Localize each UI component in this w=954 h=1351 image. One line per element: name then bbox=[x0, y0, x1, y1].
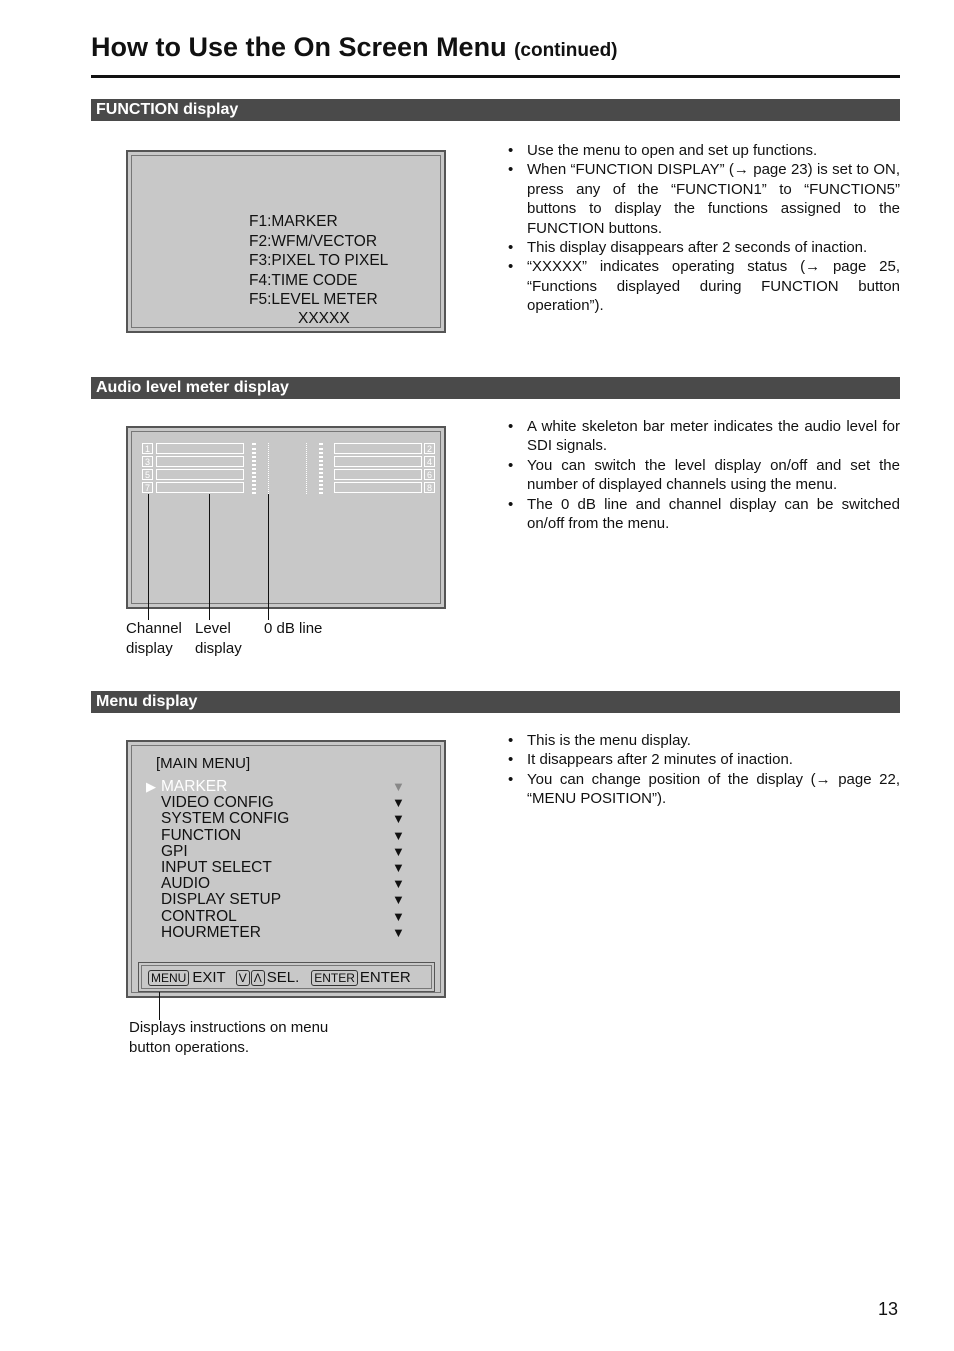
channel-number: 3 bbox=[142, 456, 153, 467]
level-meter-bar bbox=[156, 456, 244, 467]
channel-number: 8 bbox=[424, 482, 435, 493]
exit-label: EXIT bbox=[192, 969, 226, 986]
bullet-item: • You can change position of the display (→ page 22, “MENU POSITION”). bbox=[506, 770, 900, 809]
level-display-leader bbox=[209, 494, 210, 620]
up-key[interactable]: Λ bbox=[251, 970, 265, 986]
submenu-arrow-icon: ▼ bbox=[392, 827, 405, 843]
submenu-arrow-icon: ▼ bbox=[392, 876, 405, 892]
submenu-arrow-icon: ▼ bbox=[392, 892, 405, 908]
channel-number: 6 bbox=[424, 469, 435, 480]
level-meter-bar bbox=[156, 469, 244, 480]
caption-line: display bbox=[195, 639, 242, 657]
menu-item-input-select[interactable]: INPUT SELECT bbox=[161, 859, 272, 877]
function-line: F4:TIME CODE bbox=[249, 271, 358, 289]
channel-number: 7 bbox=[142, 482, 153, 493]
title-rule bbox=[91, 75, 900, 78]
submenu-arrow-icon: ▼ bbox=[392, 811, 405, 827]
submenu-arrow-icon: ▼ bbox=[392, 860, 405, 876]
bullet-item: • A white skeleton bar meter indicates the audio level for SDI signals. bbox=[506, 417, 900, 456]
bullet-item: • The 0 dB line and channel display can be switched on/off from the menu. bbox=[506, 495, 900, 534]
function-line: F3:PIXEL TO PIXEL bbox=[249, 252, 389, 269]
bullet-item: • “XXXXX” indicates operating status (→ page 25, “Functions displayed during FUNCTION button operation”). bbox=[506, 257, 900, 315]
main-menu-list bbox=[161, 779, 289, 941]
menu-item-function[interactable]: FUNCTION bbox=[161, 826, 242, 844]
enter-label: ENTER bbox=[359, 969, 411, 986]
zero-db-caption: 0 dB line bbox=[264, 620, 323, 637]
level-meter-bar bbox=[334, 469, 422, 480]
sel-label: SEL. bbox=[266, 969, 300, 986]
title-text: How to Use the On Screen Menu bbox=[91, 32, 507, 62]
menu-item-system-config[interactable]: SYSTEM CONFIG bbox=[161, 810, 290, 828]
key-guide-bar bbox=[138, 962, 435, 992]
key-guide bbox=[148, 969, 411, 986]
peak-marker bbox=[252, 443, 256, 494]
zero-db-line-right bbox=[306, 443, 308, 494]
menu-display-heading: Menu display bbox=[91, 691, 900, 713]
level-meter-bar bbox=[334, 482, 422, 493]
level-meter-bar bbox=[334, 456, 422, 467]
channel-number: 2 bbox=[424, 443, 435, 454]
audio-bullets bbox=[506, 417, 900, 533]
peak-marker-right bbox=[319, 443, 323, 494]
menu-item-display-setup[interactable]: DISPLAY SETUP bbox=[161, 891, 282, 909]
caption-line: Level bbox=[195, 620, 231, 637]
zero-db-line bbox=[268, 443, 270, 494]
submenu-arrow-icon: ▼ bbox=[392, 779, 405, 794]
level-display-caption bbox=[195, 619, 242, 658]
channel-number: 5 bbox=[142, 469, 153, 480]
menu-item-gpi[interactable]: GPI bbox=[161, 842, 188, 860]
menu-item-audio[interactable]: AUDIO bbox=[161, 875, 211, 893]
zero-db-leader bbox=[268, 494, 269, 620]
caption-line: button operations. bbox=[129, 1038, 250, 1056]
bullet-item: • This display disappears after 2 seconds of inaction. bbox=[506, 238, 900, 257]
level-meter-bar bbox=[334, 443, 422, 454]
menu-item-video-config[interactable]: VIDEO CONFIG bbox=[161, 794, 274, 812]
menu-key[interactable]: MENU bbox=[148, 970, 189, 986]
caption-line: Channel bbox=[126, 620, 182, 637]
channel-number: 1 bbox=[142, 443, 153, 454]
menu-item-marker[interactable]: MARKER bbox=[161, 778, 228, 795]
level-meter-bar bbox=[156, 443, 244, 454]
audio-meter-heading: Audio level meter display bbox=[91, 377, 900, 399]
function-bullets bbox=[506, 141, 900, 316]
bullet-item: • Use the menu to open and set up functions. bbox=[506, 141, 900, 160]
caption-line: display bbox=[126, 639, 173, 657]
submenu-arrow-icon: ▼ bbox=[392, 843, 405, 859]
enter-key[interactable]: ENTER bbox=[311, 970, 358, 986]
menu-item-control[interactable]: CONTROL bbox=[161, 907, 237, 925]
submenu-arrow-icon: ▼ bbox=[392, 908, 405, 924]
function-list bbox=[249, 212, 388, 327]
submenu-arrows bbox=[392, 779, 405, 941]
page-number: 13 bbox=[878, 1299, 899, 1319]
bullet-item: • You can switch the level display on/off and set the number of displayed channels using the menu. bbox=[506, 456, 900, 495]
submenu-arrow-icon: ▼ bbox=[392, 795, 405, 811]
bullet-item: • This is the menu display. bbox=[506, 731, 900, 750]
submenu-arrow-icon: ▼ bbox=[392, 924, 405, 940]
function-line: F5:LEVEL METER bbox=[249, 291, 378, 308]
bullet-item: • When “FUNCTION DISPLAY” (→ page 23) is set to ON, press any of the “FUNCTION1” to “FUNCTION5” buttons to display the functions assigned to the FUNCTION buttons. bbox=[506, 160, 900, 238]
function-status: XXXXX bbox=[298, 309, 350, 327]
channel-display-caption bbox=[126, 619, 182, 658]
down-key[interactable]: V bbox=[236, 970, 250, 986]
menu-item-hourmeter[interactable]: HOURMETER bbox=[161, 923, 261, 941]
level-meter-bar bbox=[156, 482, 244, 493]
selection-cursor-icon: ▶ bbox=[146, 779, 156, 794]
channel-number: 4 bbox=[424, 456, 435, 467]
function-display-heading: FUNCTION display bbox=[91, 99, 900, 121]
page-title bbox=[91, 32, 618, 63]
key-guide-caption bbox=[129, 1018, 328, 1057]
menu-bullets bbox=[506, 731, 900, 809]
main-menu-title: [MAIN MENU] bbox=[156, 755, 251, 772]
bullet-item: • It disappears after 2 minutes of inaction. bbox=[506, 750, 900, 769]
title-continued: (continued) bbox=[514, 40, 618, 61]
key-guide-leader bbox=[159, 992, 160, 1020]
function-line: F1:MARKER bbox=[249, 213, 338, 230]
caption-line: Displays instructions on menu bbox=[129, 1019, 329, 1036]
function-line: F2:WFM/VECTOR bbox=[249, 232, 378, 250]
channel-display-leader bbox=[148, 494, 149, 620]
